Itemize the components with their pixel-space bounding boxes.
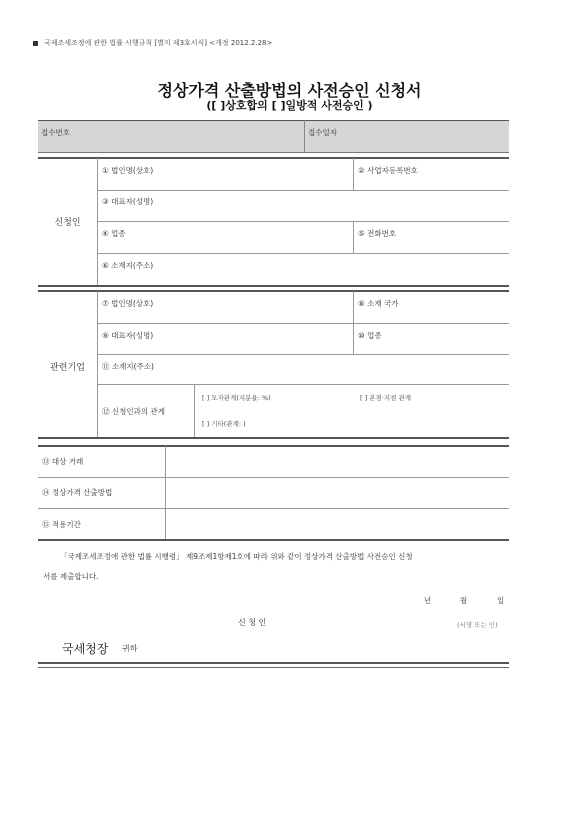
signer-label: 신 청 인 xyxy=(238,618,267,627)
related-bottom-border xyxy=(38,437,509,439)
pricing-method-field[interactable]: ⑭ 정상가격 산출방법 xyxy=(42,488,113,497)
form-bottom-border xyxy=(38,662,509,664)
recipient-name: 국세청장 xyxy=(62,642,109,656)
date-month-label: 월 xyxy=(460,596,468,605)
applicant-biz-reg-field[interactable]: ② 사업자등록번호 xyxy=(358,166,418,175)
applicant-phone-field[interactable]: ⑤ 전화번호 xyxy=(358,229,397,238)
receipt-bar xyxy=(38,120,509,153)
related-top-border xyxy=(38,290,509,292)
applicant-top-border xyxy=(38,157,509,159)
related-representative-field[interactable]: ⑨ 대표자(성명) xyxy=(102,331,154,340)
bullet-square-icon xyxy=(33,41,38,46)
date-day-label: 일 xyxy=(497,596,505,605)
relationship-parent-option[interactable]: [ ] 모자관계(지분율: %) xyxy=(202,394,271,402)
statement-line-2: 서를 제출합니다. xyxy=(43,572,99,581)
related-address-field[interactable]: ⑪ 소재지(주소) xyxy=(102,362,154,371)
related-label-divider xyxy=(97,291,98,437)
date-year-label: 년 xyxy=(424,596,432,605)
receipt-divider xyxy=(304,120,305,152)
related-country-field[interactable]: ⑧ 소재 국가 xyxy=(358,299,399,308)
receipt-number-label: 접수번호 xyxy=(41,128,70,137)
relationship-branch-option[interactable]: [ ] 본점·지점 관계 xyxy=(360,394,412,402)
recipient-suffix: 귀하 xyxy=(122,644,138,653)
related-corp-name-field[interactable]: ⑦ 법인명(상호) xyxy=(102,299,154,308)
applicant-representative-field[interactable]: ③ 대표자(성명) xyxy=(102,197,154,206)
receipt-date-label: 접수일자 xyxy=(308,128,337,137)
applicant-bottom-border xyxy=(38,285,509,287)
applicant-corp-name-field[interactable]: ① 법인명(상호) xyxy=(102,166,154,175)
applicant-industry-field[interactable]: ④ 업종 xyxy=(102,229,126,238)
statement-line-1: 「국제조세조정에 관한 법률 시행령」 제9조제1항제1호에 따라 위와 같이 정상가격 산출방법 사전승인 신청 xyxy=(60,552,413,561)
relationship-other-option[interactable]: [ ] 기타(관계: ) xyxy=(202,420,246,428)
applicant-address-field[interactable]: ⑥ 소재지(주소) xyxy=(102,261,154,270)
application-period-field[interactable]: ⑮ 적용기간 xyxy=(42,520,81,529)
applicant-section-label: 신청인 xyxy=(54,218,81,228)
form-title: 정상가격 산출방법의 사전승인 신청서 xyxy=(157,81,422,100)
form-subtitle: ([ ]상호합의 [ ]일방적 사전승인 ) xyxy=(206,99,373,112)
sign-note: (서명 또는 인) xyxy=(457,621,498,629)
target-transaction-field[interactable]: ⑬ 대상 거래 xyxy=(42,457,84,466)
form-header-note: 국제조세조정에 관한 법률 시행규칙 [별지 제3호서식] <개정 2012.2.28> xyxy=(33,38,272,48)
related-industry-field[interactable]: ⑩ 업종 xyxy=(358,331,382,340)
relationship-label: ⑫ 신청인과의 관계 xyxy=(102,407,165,416)
related-section-label: 관련기업 xyxy=(50,363,85,373)
